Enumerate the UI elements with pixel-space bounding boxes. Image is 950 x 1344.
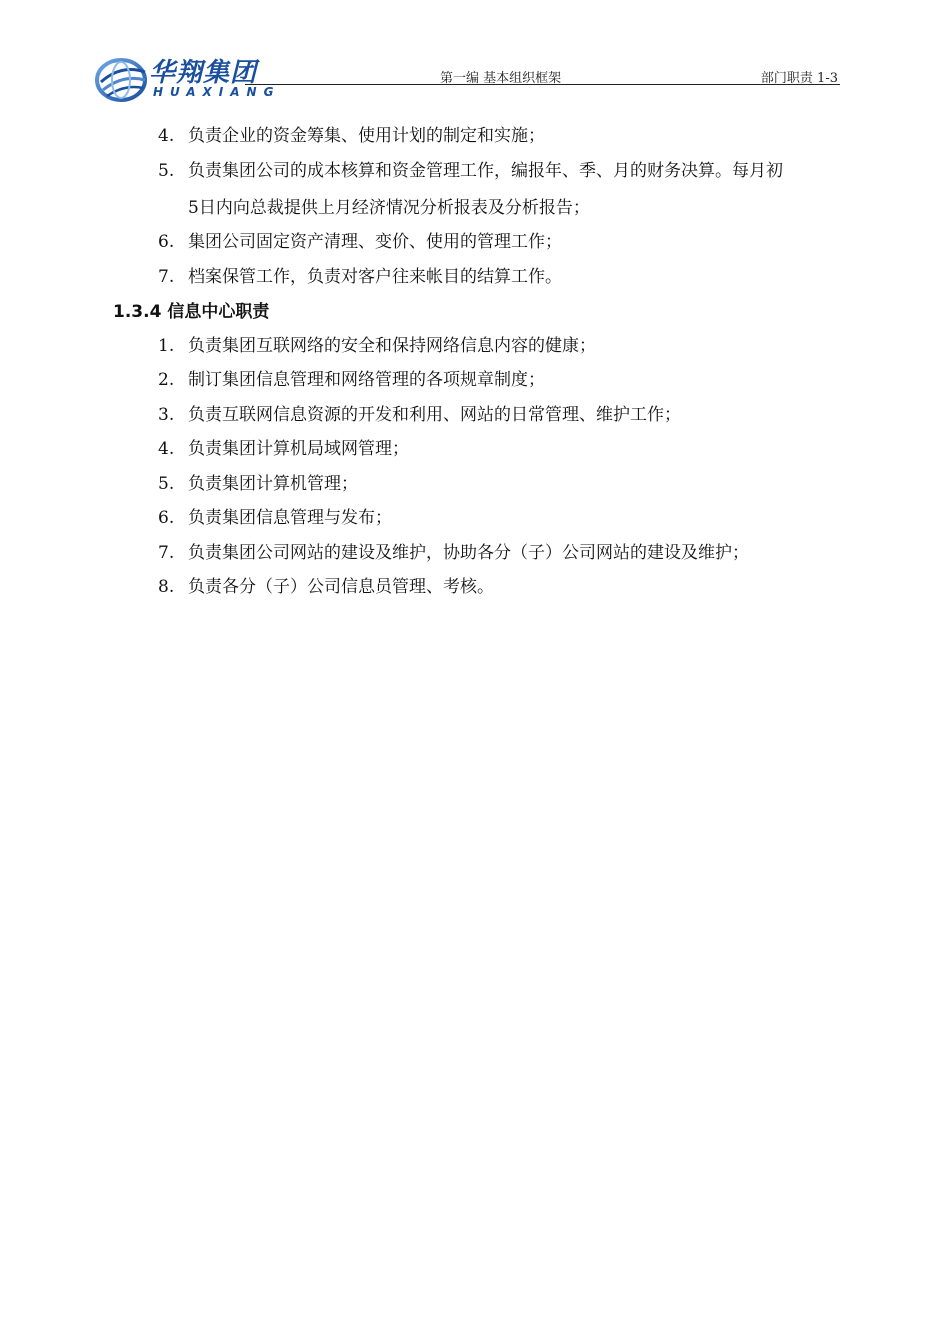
list-item-number: 5.	[158, 474, 175, 494]
list-item-number: 7.	[158, 267, 175, 287]
list-item	[158, 577, 848, 597]
list-item	[158, 126, 848, 146]
list-item-text: 制订集团信息管理和网络管理的各项规章制度；	[188, 370, 545, 390]
globe-emblem-icon	[95, 50, 149, 104]
list-item	[158, 405, 848, 425]
list-item-text: 集团公司固定资产清理、变价、使用的管理工作；	[188, 232, 562, 252]
header-divider	[245, 84, 840, 85]
list-item	[158, 474, 848, 494]
list-item-number: 7.	[158, 543, 175, 563]
list-item-text: 档案保管工作，负责对客户往来帐目的结算工作。	[188, 267, 562, 287]
list-item-number: 1.	[158, 336, 175, 356]
list-item	[158, 543, 848, 563]
list-item-text: 负责集团计算机局域网管理；	[188, 439, 409, 459]
list-item-number: 5.	[158, 161, 175, 181]
list-item-text: 负责互联网信息资源的开发和利用、网站的日常管理、维护工作；	[188, 405, 681, 425]
list-item	[158, 370, 848, 390]
list-item-number: 8.	[158, 577, 175, 597]
list-item	[158, 267, 848, 287]
list-item	[158, 439, 848, 459]
list-item-number: 4.	[158, 126, 175, 146]
logo-english-text: HUAXIANG	[153, 85, 281, 99]
list-item-text: 负责企业的资金筹集、使用计划的制定和实施；	[188, 126, 545, 146]
logo-chinese-text: 华翔集团	[149, 58, 258, 88]
list-item	[158, 508, 848, 528]
list-item-number: 4.	[158, 439, 175, 459]
list-item-text: 负责集团公司的成本核算和资金管理工作，编报年、季、月的财务决算。每月初	[188, 161, 783, 181]
section-heading: 1.3.4 信息中心职责	[113, 302, 270, 322]
list-item-number: 6.	[158, 508, 175, 528]
list-item	[158, 336, 848, 356]
list-item-continuation: 5日内向总裁提供上月经济情况分析报表及分析报告；	[188, 198, 590, 218]
list-item-text: 负责集团公司网站的建设及维护，协助各分（子）公司网站的建设及维护；	[188, 543, 749, 563]
list-item	[158, 232, 848, 252]
list-item-number: 3.	[158, 405, 175, 425]
page-header	[95, 40, 840, 106]
header-chapter-title: 第一编 基本组织框架	[440, 71, 562, 86]
list-item-text: 负责集团互联网络的安全和保持网络信息内容的健康；	[188, 336, 596, 356]
company-logo	[95, 46, 285, 106]
header-page-ref: 部门职责 1-3	[760, 71, 838, 86]
list-item-number: 2.	[158, 370, 175, 390]
list-item-text: 负责集团计算机管理；	[188, 474, 358, 494]
list-item-text: 负责集团信息管理与发布；	[188, 508, 392, 528]
list-item-number: 6.	[158, 232, 175, 252]
list-item-text: 负责各分（子）公司信息员管理、考核。	[188, 577, 494, 597]
list-item	[158, 161, 848, 181]
